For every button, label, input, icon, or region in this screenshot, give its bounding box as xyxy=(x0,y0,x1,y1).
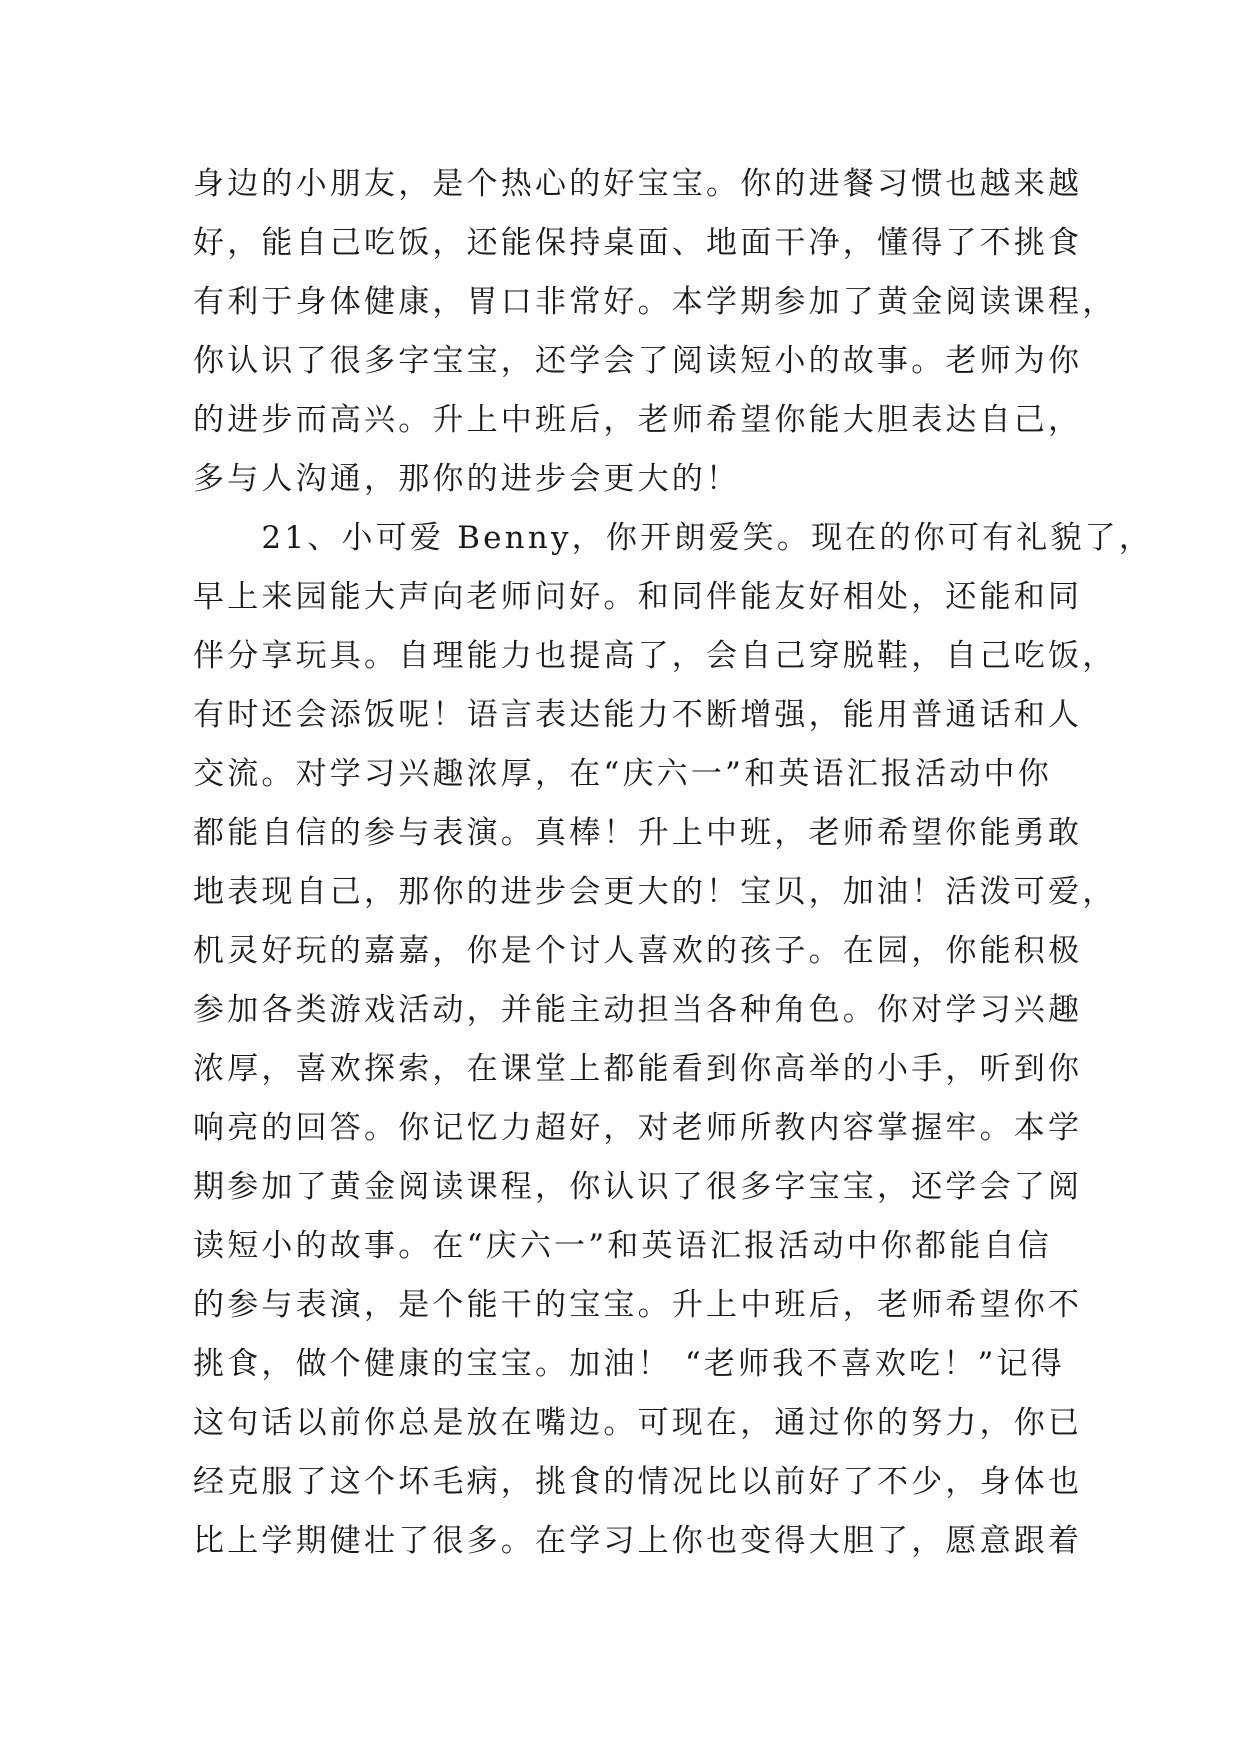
text-line: 参加各类游戏活动，并能主动担当各种角色。你对学习兴趣 xyxy=(193,992,1083,1028)
text-line: 21、小可爱 Benny，你开朗爱笑。现在的你可有礼貌了， xyxy=(193,520,1154,556)
text-line: 的进步而高兴。升上中班后，老师希望你能大胆表达自己， xyxy=(193,402,1083,438)
text-line: 这句话以前你总是放在嘴边。可现在，通过你的努力，你已 xyxy=(193,1405,1083,1441)
text-line: 交流。对学习兴趣浓厚，在“庆六一”和英语汇报活动中你 xyxy=(193,756,1052,792)
text-line: 机灵好玩的嘉嘉，你是个讨人喜欢的孩子。在园，你能积极 xyxy=(193,933,1083,969)
text-line: 期参加了黄金阅读课程，你认识了很多字宝宝，还学会了阅 xyxy=(193,1169,1083,1205)
text-line: 挑食，做个健康的宝宝。加油！ “老师我不喜欢吃！”记得 xyxy=(193,1346,1065,1382)
text-line: 比上学期健壮了很多。在学习上你也变得大胆了，愿意跟着 xyxy=(193,1523,1083,1559)
text-line: 读短小的故事。在“庆六一”和英语汇报活动中你都能自信 xyxy=(193,1228,1052,1264)
text-line: 伴分享玩具。自理能力也提高了，会自己穿脱鞋，自己吃饭， xyxy=(193,638,1117,674)
text-line: 都能自信的参与表演。真棒！升上中班，老师希望你能勇敢 xyxy=(193,815,1083,851)
text-line: 的参与表演，是个能干的宝宝。升上中班后，老师希望你不 xyxy=(193,1287,1083,1323)
text-line: 有时还会添饭呢！语言表达能力不断增强，能用普通话和人 xyxy=(193,697,1083,733)
text-line: 多与人沟通，那你的进步会更大的！ xyxy=(193,461,741,497)
text-line: 身边的小朋友，是个热心的好宝宝。你的进餐习惯也越来越 xyxy=(193,166,1083,202)
text-line: 经克服了这个坏毛病，挑食的情况比以前好了不少，身体也 xyxy=(193,1464,1083,1500)
text-line: 地表现自己，那你的进步会更大的！宝贝，加油！活泼可爱， xyxy=(193,874,1117,910)
text-line: 响亮的回答。你记忆力超好，对老师所教内容掌握牢。本学 xyxy=(193,1110,1083,1146)
body-text xyxy=(193,155,1154,1571)
text-line: 好，能自己吃饭，还能保持桌面、地面干净，懂得了不挑食 xyxy=(193,225,1083,261)
text-line: 早上来园能大声向老师问好。和同伴能友好相处，还能和同 xyxy=(193,579,1083,615)
text-line: 有利于身体健康，胃口非常好。本学期参加了黄金阅读课程， xyxy=(193,284,1117,320)
text-line: 你认识了很多字宝宝，还学会了阅读短小的故事。老师为你 xyxy=(193,343,1083,379)
text-line: 浓厚，喜欢探索，在课堂上都能看到你高举的小手，听到你 xyxy=(193,1051,1083,1087)
